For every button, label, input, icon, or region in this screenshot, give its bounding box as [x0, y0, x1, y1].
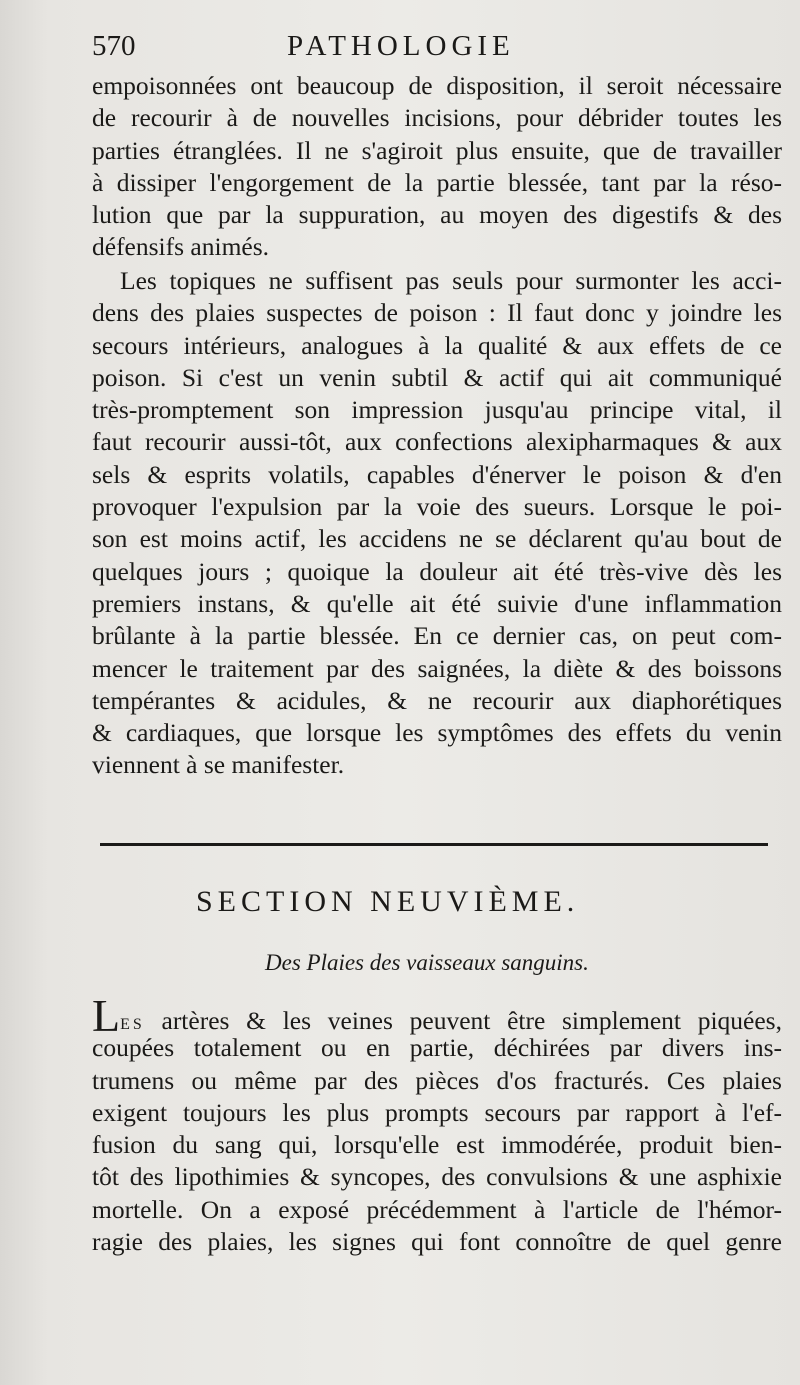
text-line: dens des plaies suspectes de poison : Il faut donc y joindre les	[92, 298, 782, 328]
running-head: PATHOLOGIE	[287, 30, 515, 62]
text-line: faut recourir aussi-tôt, aux confections alexipharmaques & aux	[92, 427, 782, 457]
text-line: & cardiaques, que lorsque les symptômes des effets du venin	[92, 718, 782, 748]
text-line: de recourir à de nouvelles incisions, pour débrider toutes les	[92, 103, 782, 133]
page-number: 570	[92, 30, 136, 62]
paragraph-2	[92, 265, 782, 782]
text-line: poison. Si c'est un venin subtil & actif qui ait communiqué	[92, 362, 782, 392]
text-line: trumens ou même par des pièces d'os fracturés. Ces plaies	[92, 1065, 782, 1095]
text-line: son est moins actif, les accidens ne se déclarent qu'au bout de	[92, 524, 782, 554]
text-line: exigent toujours les plus prompts secours par rapport à l'ef-	[92, 1097, 782, 1127]
text-line: tôt des lipothimies & syncopes, des convulsions & une asphixie	[92, 1162, 782, 1192]
text-line: mortelle. On a exposé précédemment à l'article de l'hémor-	[92, 1194, 782, 1224]
small-caps-text: ES	[120, 1016, 145, 1033]
text-line: très-promptement son impression jusqu'au principe vital, il	[92, 395, 782, 425]
first-line-text: artères & les veines peuvent être simplement piquées,	[144, 1006, 782, 1035]
text-line: fusion du sang qui, lorsqu'elle est immodérée, produit bien-	[92, 1130, 782, 1160]
text-line-first	[92, 990, 782, 1041]
text-line: empoisonnées ont beaucoup de disposition, il seroit nécessaire	[92, 71, 782, 100]
text-line: tempérantes & acidules, & ne recourir aux diaphorétiques	[92, 685, 782, 715]
page-header	[92, 30, 782, 66]
text-line: sels & esprits volatils, capables d'énerver le poison & d'en	[92, 459, 782, 489]
text-line: secours intérieurs, analogues à la qualité & aux effets de ce	[92, 330, 782, 360]
text-line: viennent à se manifester.	[92, 750, 345, 780]
text-line: mencer le traitement par des saignées, la diète & des boissons	[92, 653, 782, 683]
paragraph-1	[92, 70, 782, 264]
text-line: brûlante à la partie blessée. En ce dernier cas, on peut com-	[92, 621, 782, 651]
text-line: défensifs animés.	[92, 232, 270, 262]
text-line: parties étranglées. Il ne s'agiroit plus ensuite, que de travailler	[92, 135, 782, 165]
text-line: coupées totalement ou en partie, déchirées par divers ins-	[92, 1033, 782, 1063]
text-line: lution que par la suppuration, au moyen des digestifs & des	[92, 200, 782, 230]
text-line: provoquer l'expulsion par la voie des sueurs. Lorsque le poi-	[92, 492, 782, 522]
text-line: Les topiques ne suffisent pas seuls pour surmonter les acci-	[120, 266, 782, 295]
text-line: quelques jours ; quoique la douleur ait été très-vive dès les	[92, 556, 782, 586]
section-subtitle: Des Plaies des vaisseaux sanguins.	[265, 950, 589, 975]
text-line: premiers instans, & qu'elle ait été suivie d'une inflammation	[92, 588, 782, 618]
section-title: SECTION NEUVIÈME.	[196, 885, 580, 918]
drop-cap: L	[92, 990, 121, 1041]
paragraph-3	[92, 990, 782, 1258]
section-divider	[100, 843, 768, 846]
text-line: ragie des plaies, les signes qui font connoître de quel genre	[92, 1227, 782, 1257]
text-line: à dissiper l'engorgement de la partie blessée, tant par la réso-	[92, 167, 782, 197]
